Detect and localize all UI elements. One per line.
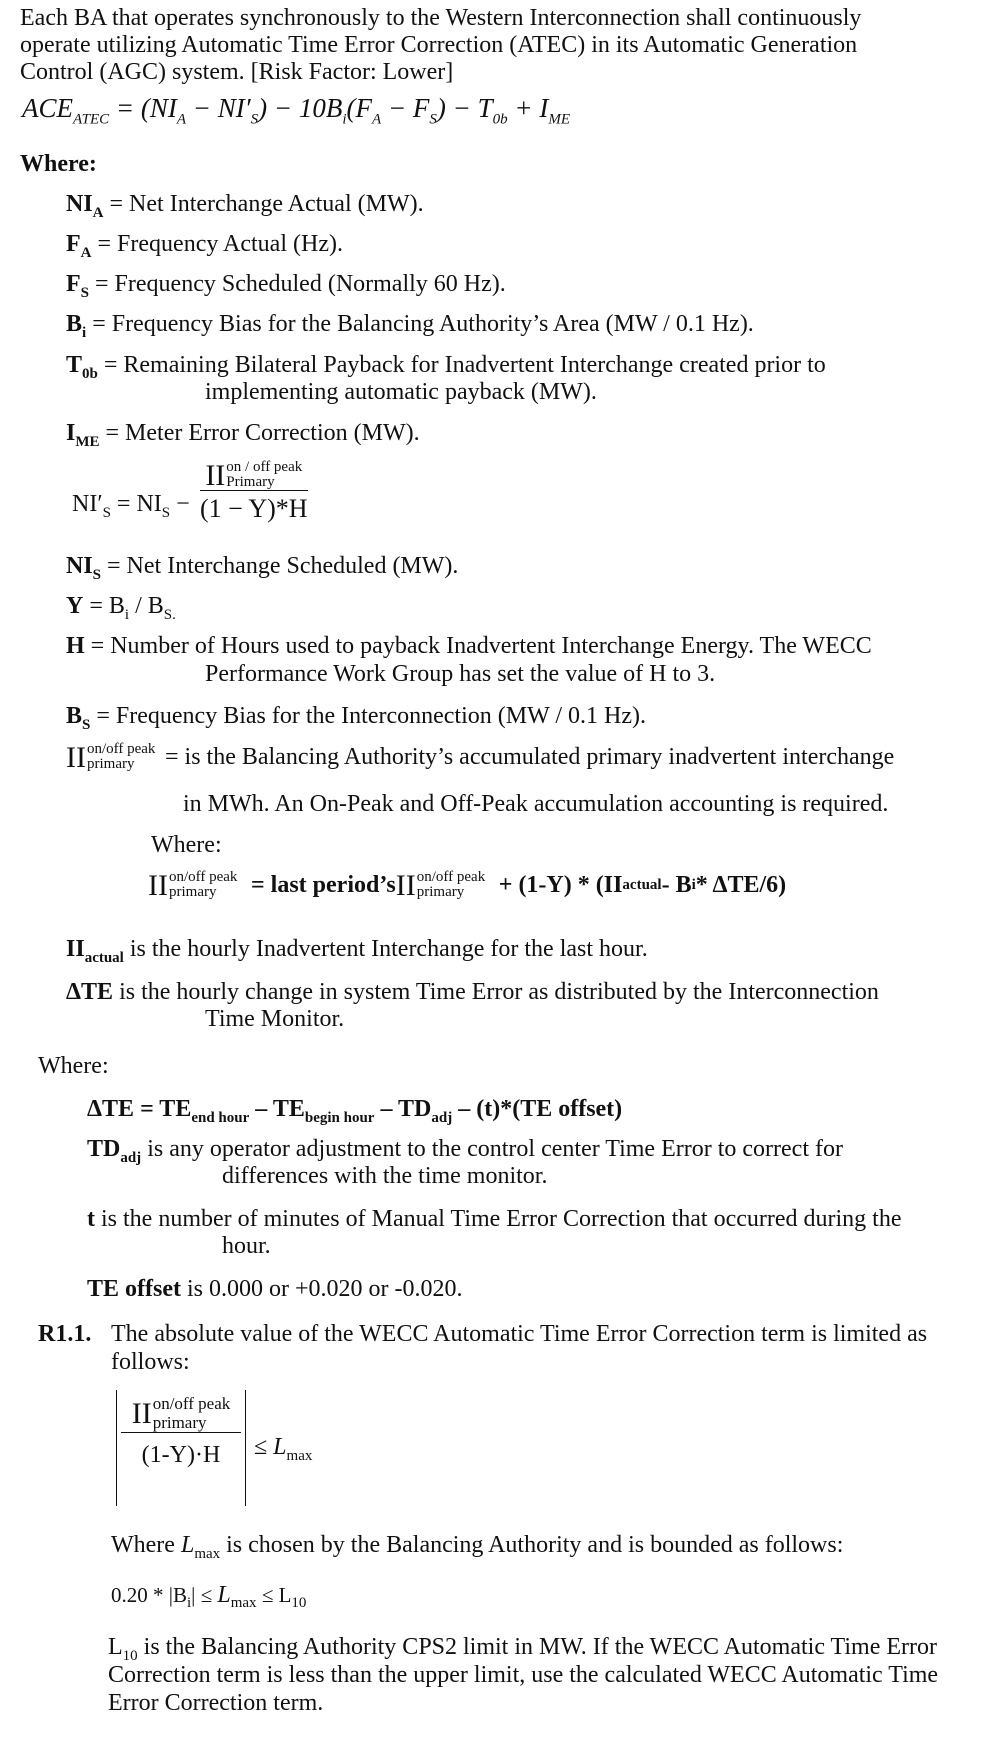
where-heading: Where:	[20, 151, 97, 177]
delta-te-equation: $\Delta TE = TE_{end hour} - TE_{begin hour} - TD_{adj} - (t)*(TE$ offset)	[87, 1096, 623, 1126]
def-bs: $B_S$ = Frequency Bias for the Interconnection (MW / 0.1 Hz).	[66, 703, 646, 733]
ace-atec-equation: $ACE_{ATEC} = (NI_A - NI'_S) - 10B_i(F_A - F_S) - T_{0b} + I_{ME}$	[22, 93, 571, 128]
abs-left-bar	[116, 1390, 117, 1506]
def-te-offset: TE offset is 0.000 or +0.020 or -0.020.	[87, 1276, 463, 1302]
ii-primary-equation: II on/off peak primary = last period’s II on/off peak primary + (1-Y) * (II actual - B i * ΔTE/6)	[148, 868, 787, 902]
def-tob-cont: implementing automatic payback (MW).	[205, 379, 597, 405]
def-td-adj-cont: differences with the time monitor.	[222, 1163, 548, 1189]
def-h-cont: Performance Work Group has set the value of H to 3.	[205, 661, 716, 687]
def-delta-te-cont: Time Monitor.	[205, 1006, 345, 1032]
where-3: Where:	[38, 1053, 109, 1079]
l10-line-3: Error Correction term.	[108, 1690, 324, 1716]
def-ime: $I_{ME}$ = Meter Error Correction (MW).	[66, 420, 420, 450]
def-td-adj: $TD_{adj}$ is any operator adjustment to the control center Time Error to correct for	[87, 1136, 843, 1166]
intro-line-1: Each BA that operates synchronously to the Western Interconnection shall continuously	[20, 5, 862, 31]
def-tob: $T_{0b}$ = Remaining Bilateral Payback for Inadvertent Interchange created prior to	[66, 352, 826, 382]
def-fs: $F_S$ = Frequency Scheduled (Normally 60 Hz).	[66, 271, 506, 301]
def-ii: II on/off peak primary = is the Balancing Authority’s accumulated primary inadvertent interchange	[66, 740, 895, 774]
intro-line-2: operate utilizing Automatic Time Error Correction (ATEC) in its Automatic Generation	[20, 32, 858, 58]
def-fa: $F_A$ = Frequency Actual (Hz).	[66, 231, 343, 261]
def-y: $Y = B_i / B_{S.}$	[66, 593, 176, 623]
abs-right-bar	[245, 1390, 246, 1506]
abs-relation: ≤ $L_{max}$	[254, 1434, 313, 1464]
def-ii-actual: $II_{actual}$ is the hourly Inadvertent Interchange for the last hour.	[66, 936, 648, 966]
def-ii-cont: in MWh. An On-Peak and Off-Peak accumulation accounting is required.	[183, 791, 889, 817]
l10-line-2: Correction term is less than the upper limit, use the calculated WECC Automatic Time	[108, 1662, 939, 1688]
bounds-line: $0.20 * |B_i| \le L_{max} \le L_{10}$	[111, 1582, 307, 1612]
nis-prime-fraction: II on / off peak Primary (1 − Y)*H	[200, 458, 308, 523]
def-t-cont: hour.	[222, 1233, 271, 1259]
lmax-line: Where $L_{max}$ is chosen by the Balancing Authority and is bounded as follows:	[111, 1532, 844, 1562]
r11-label: R1.1.	[38, 1321, 92, 1347]
abs-fraction: II on/off peak primary (1-Y)·H	[121, 1394, 241, 1470]
def-bi: $B_i$ = Frequency Bias for the Balancing Authority’s Area (MW / 0.1 Hz).	[66, 311, 754, 341]
l10-line-1: $L_{10}$ is the Balancing Authority CPS2 limit in MW. If the WECC Automatic Time Error	[108, 1634, 937, 1664]
def-delta-te: ΔTE is the hourly change in system Time Error as distributed by the Interconnection	[66, 979, 879, 1005]
r11-line-2: follows:	[111, 1349, 190, 1375]
def-nia: $NI_A$ = Net Interchange Actual (MW).	[66, 191, 424, 221]
def-nis: $NI_S$ = Net Interchange Scheduled (MW).	[66, 553, 459, 583]
intro-line-3: Control (AGC) system. [Risk Factor: Lower]	[20, 59, 454, 85]
nis-prime-lhs: $NI'_S = NI_S$ −	[72, 491, 190, 521]
def-t: t is the number of minutes of Manual Time Error Correction that occurred during the	[87, 1206, 902, 1232]
r11-line-1: The absolute value of the WECC Automatic Time Error Correction term is limited as	[111, 1321, 928, 1347]
def-h: H = Number of Hours used to payback Inadvertent Interchange Energy. The WECC	[66, 633, 872, 659]
where-2: Where:	[151, 832, 222, 858]
